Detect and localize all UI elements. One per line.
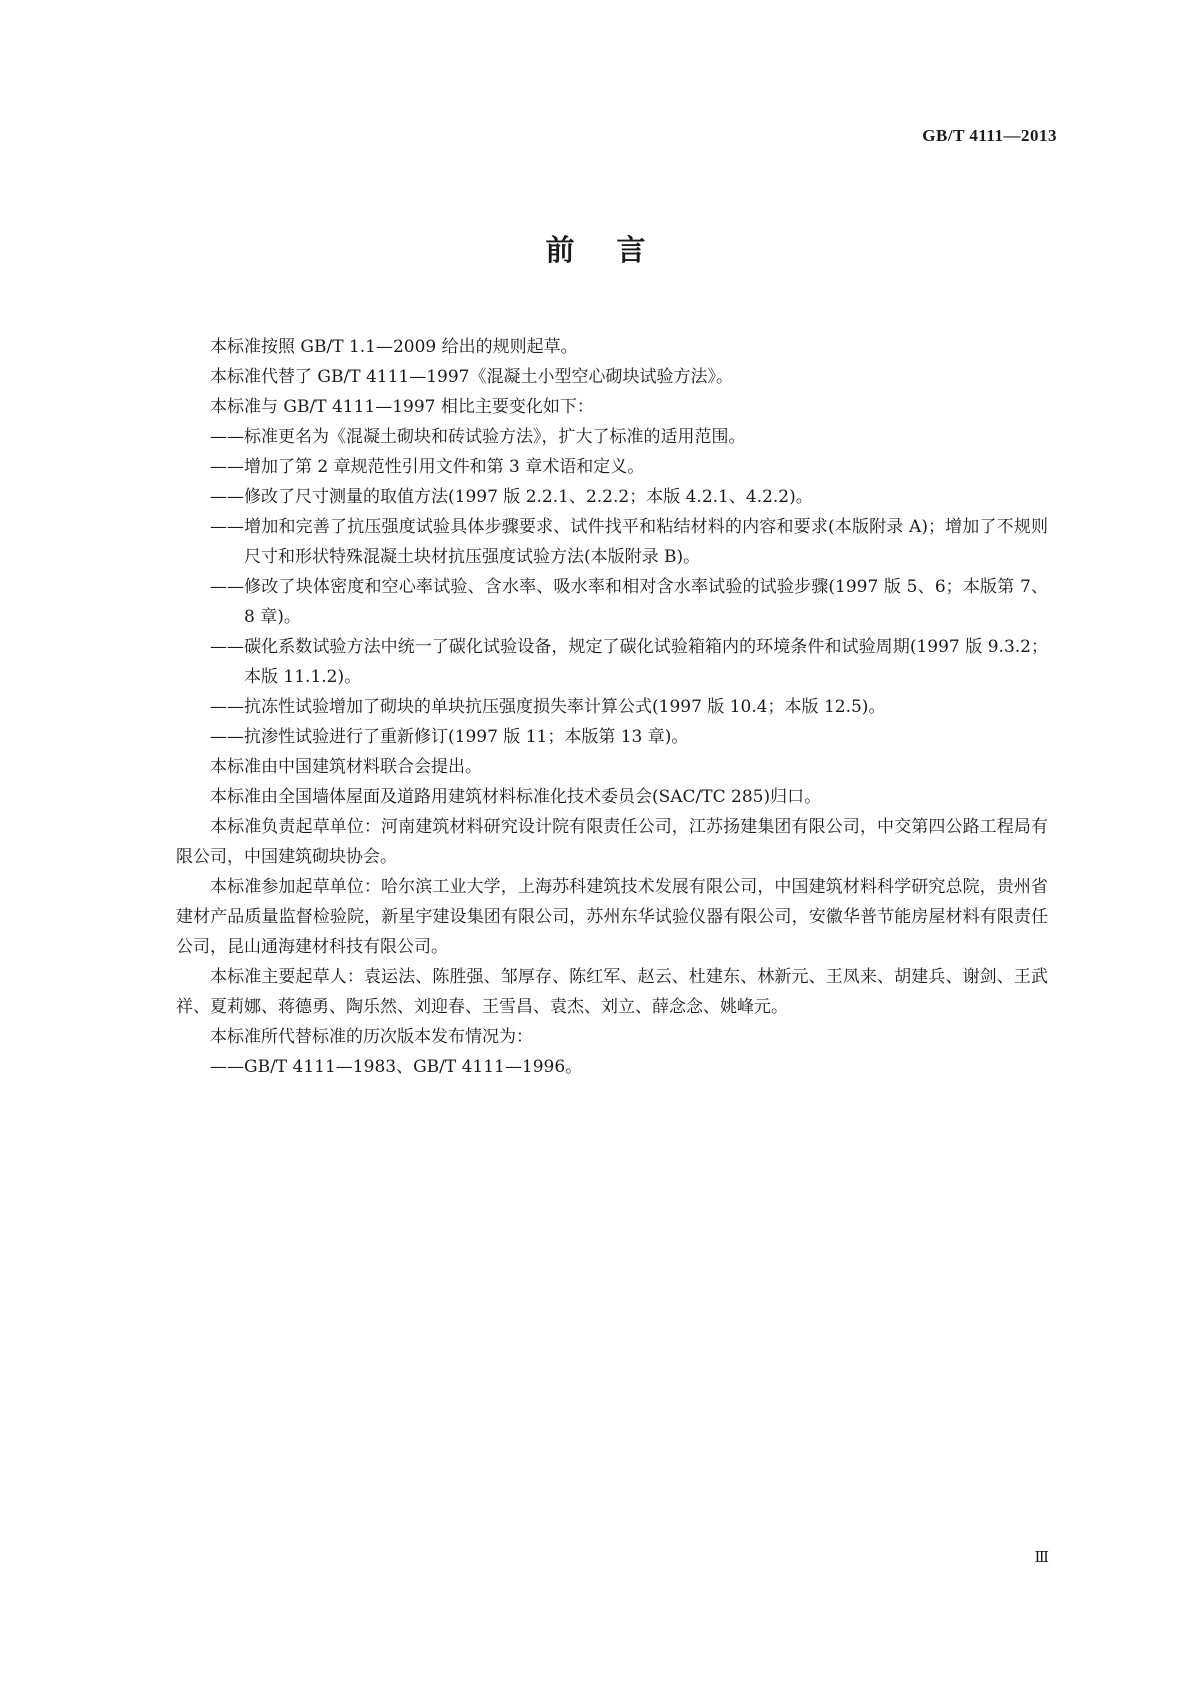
page-number: Ⅲ	[1034, 1550, 1048, 1566]
paragraph-responsible-drafters: 本标准负责起草单位：河南建筑材料研究设计院有限责任公司，江苏扬建集团有限公司，中交第四公路工程局有限公司，中国建筑砌块协会。	[176, 817, 1048, 867]
paragraph-changes-intro: 本标准与 GB/T 4111—1997 相比主要变化如下：	[210, 397, 594, 417]
foreword-body	[176, 332, 1048, 1082]
paragraph-history-intro: 本标准所代替标准的历次版本发布情况为：	[210, 1027, 533, 1047]
history-item: ——GB/T 4111—1983、GB/T 4111—1996。	[210, 1057, 583, 1077]
paragraph-drafting-rules: 本标准按照 GB/T 1.1—2009 给出的规则起草。	[210, 337, 578, 357]
paragraph-proposed-by: 本标准由中国建筑材料联合会提出。	[210, 757, 482, 777]
paragraph-main-drafters: 本标准主要起草人：袁运法、陈胜强、邹厚存、陈红军、赵云、杜建东、林新元、王凤来、胡建兵、谢剑、王武祥、夏莉娜、蒋德勇、陶乐然、刘迎春、王雪昌、袁杰、刘立、薛念念、姚峰元。	[176, 967, 1048, 1017]
change-item: ——抗渗性试验进行了重新修订(1997 版 11；本版第 13 章)。	[210, 727, 689, 747]
change-item: ——抗冻性试验增加了砌块的单块抗压强度损失率计算公式(1997 版 10.4；本版 12.5)。	[210, 697, 886, 717]
standard-number: GB/T 4111—2013	[922, 126, 1057, 145]
page-title: 前言	[545, 233, 688, 267]
paragraph-replaces: 本标准代替了 GB/T 4111—1997《混凝土小型空心砌块试验方法》。	[210, 367, 733, 387]
change-item: ——碳化系数试验方法中统一了碳化试验设备，规定了碳化试验箱箱内的环境条件和试验周期(1997 版 9.3.2；本版 11.1.2)。	[210, 637, 1048, 687]
change-item: ——修改了块体密度和空心率试验、含水率、吸水率和相对含水率试验的试验步骤(1997 版 5、6；本版第 7、8 章)。	[210, 577, 1048, 627]
change-item: ——标准更名为《混凝土砌块和砖试验方法》，扩大了标准的适用范围。	[210, 427, 746, 447]
change-item: ——增加和完善了抗压强度试验具体步骤要求、试件找平和粘结材料的内容和要求(本版附录 A)；增加了不规则尺寸和形状特殊混凝土块材抗压强度试验方法(本版附录 B)。	[210, 517, 1048, 567]
change-item: ——修改了尺寸测量的取值方法(1997 版 2.2.1、2.2.2；本版 4.2.1、4.2.2)。	[210, 487, 813, 507]
paragraph-under-jurisdiction: 本标准由全国墙体屋面及道路用建筑材料标准化技术委员会(SAC/TC 285)归口。	[210, 787, 822, 807]
change-item: ——增加了第 2 章规范性引用文件和第 3 章术语和定义。	[210, 457, 645, 477]
paragraph-participating-drafters: 本标准参加起草单位：哈尔滨工业大学，上海苏科建筑技术发展有限公司，中国建筑材料科学研究总院，贵州省建材产品质量监督检验院，新星宇建设集团有限公司，苏州东华试验仪器有限公司，安徽华普节能房屋材料有限责任公司，昆山通海建材科技有限公司。	[176, 877, 1048, 957]
